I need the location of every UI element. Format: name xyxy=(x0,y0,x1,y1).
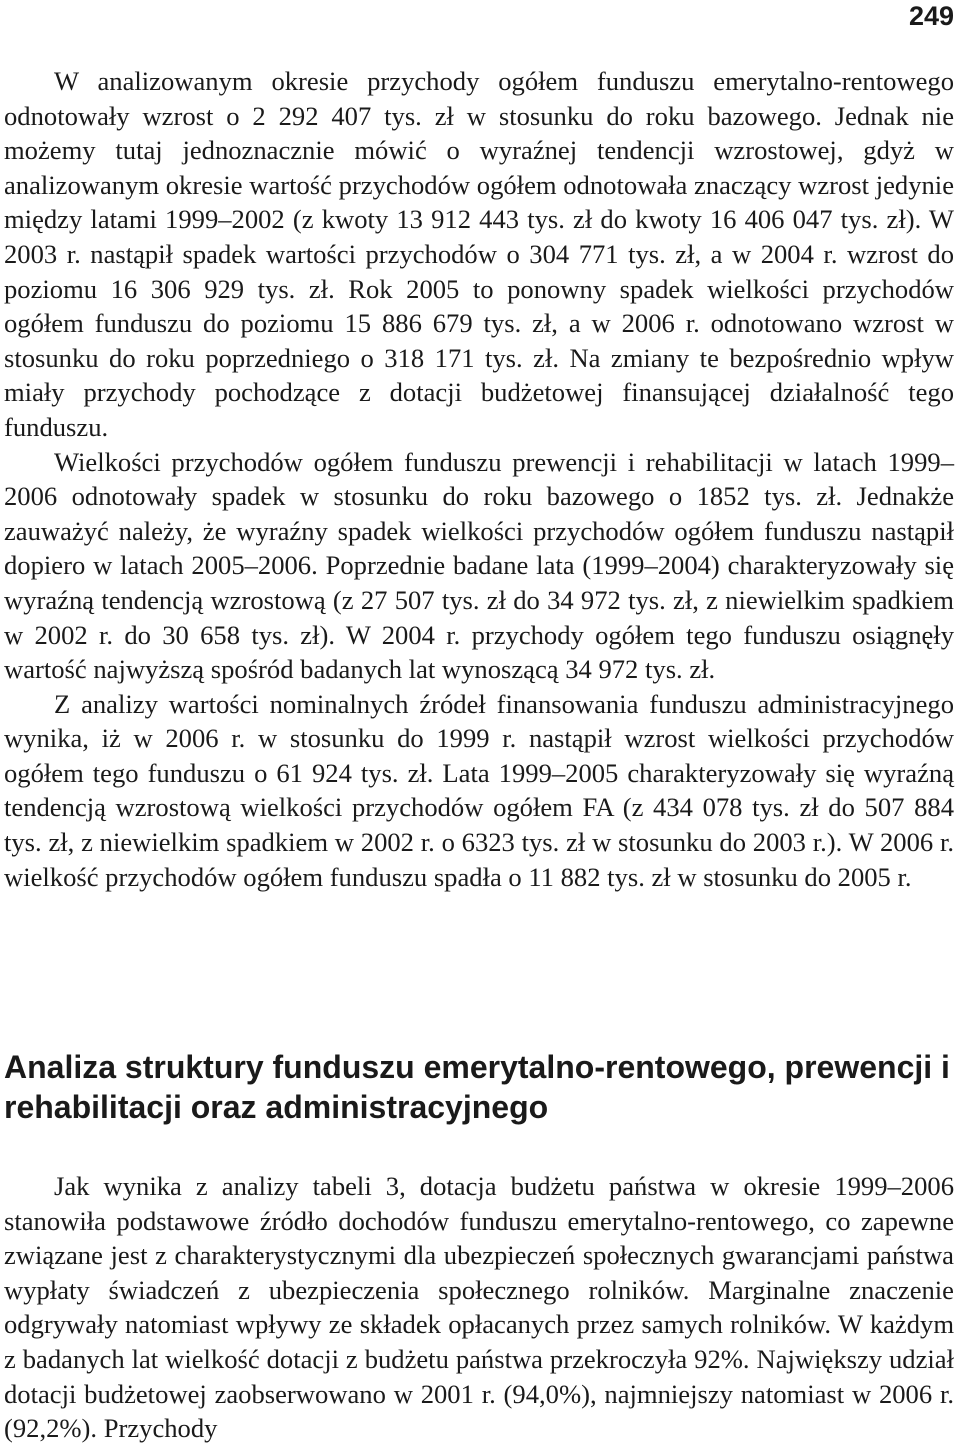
section-heading: Analiza struktury funduszu emerytalno-rentowego, prewencji i rehabilitacji oraz administracyjnego xyxy=(4,1049,950,1125)
paragraph-administracyjny: Z analizy wartości nominalnych źródeł finansowania funduszu administracyjnego wynika, iż w 2006 r. w stosunku do 1999 r. nastąpił wzrost wielkości przychodów ogółem tego funduszu o 61 924 tys. zł. Lata 1999–2005 charakteryzowały się wyraźną tendencją wzrostową wielkości przychodów ogółem FA (z 434 078 tys. zł do 507 884 tys. zł, z niewielkim spadkiem w 2002 r. o 6323 tys. zł w stosunku do 2003 r.). W 2006 r. wielkość przychodów ogółem funduszu spadła o 11 882 tys. zł w stosunku do 2005 r. xyxy=(4,688,954,892)
paragraph-analiza-struktury: Jak wynika z analizy tabeli 3, dotacja budżetu państwa w okresie 1999–2006 stanowiła podstawowe źródło dochodów funduszu emerytalno-rentowego, co zapewne związane jest z charakterystycznymi dla ubezpieczeń społecznych gwarancjami państwa wypłaty świadczeń z ubezpieczenia społecznego rolników. Marginalne znaczenie odgrywały natomiast wpływy ze składek opłacanych przez samych rolników. W każdym z badanych lat wielkość dotacji z budżetu państwa przekroczyła 92%. Największy udział dotacji budżetowej zaobserwowano w 2001 r. (94,0%), najmniejszy natomiast w 2006 r. (92,2%). Przychody xyxy=(4,1171,954,1444)
paragraph-emerytalno-rentowy: W analizowanym okresie przychody ogółem funduszu emerytalno-rentowego odnotowały wzrost o 2 292 407 tys. zł w stosunku do roku bazowego. Jednak nie możemy tutaj jednoznacznie mówić o wyraźnej tendencji wzrostowej, gdyż w analizowanym okresie wartość przychodów ogółem odnotowała znaczący wzrost jedynie między latami 1999–2002 (z kwoty 13 912 443 tys. zł do kwoty 16 406 047 tys. zł). W 2003 r. nastąpił spadek wartości przychodów o 304 771 tys. zł, a w 2004 r. wzrost do poziomu 16 306 929 tys. zł. Rok 2005 to ponowny spadek wielkości przychodów ogółem funduszu do poziomu 15 886 679 tys. zł, a w 2006 r. odnotowano wzrost w stosunku do roku poprzedniego o 318 171 tys. zł. Na zmiany te bezpośrednio wpływ miały przychody pochodzące z dotacji budżetowej finansującej działalność tego funduszu. xyxy=(4,66,954,442)
section-body xyxy=(4,1169,954,1446)
page-number: 249 xyxy=(908,1,954,31)
body-text xyxy=(4,64,954,894)
paragraph-prewencji-rehabilitacji: Wielkości przychodów ogółem funduszu prewencji i rehabilitacji w latach 1999–2006 odnotowały spadek w stosunku do roku bazowego o 1852 tys. zł. Jednakże zauważyć należy, że wyraźny spadek wielkości przychodów ogółem funduszu nastąpił dopiero w latach 2005–2006. Poprzednie badane lata (1999–2004) charakteryzowały się wyraźną tendencją wzrostową (z 27 507 tys. zł do 34 972 tys. zł, z niewielkim spadkiem w 2002 r. do 30 658 tys. zł). W 2004 r. przychody ogółem tego funduszu osiągnęły wartość najwyższą spośród badanych lat wynoszącą 34 972 tys. zł. xyxy=(4,446,954,685)
